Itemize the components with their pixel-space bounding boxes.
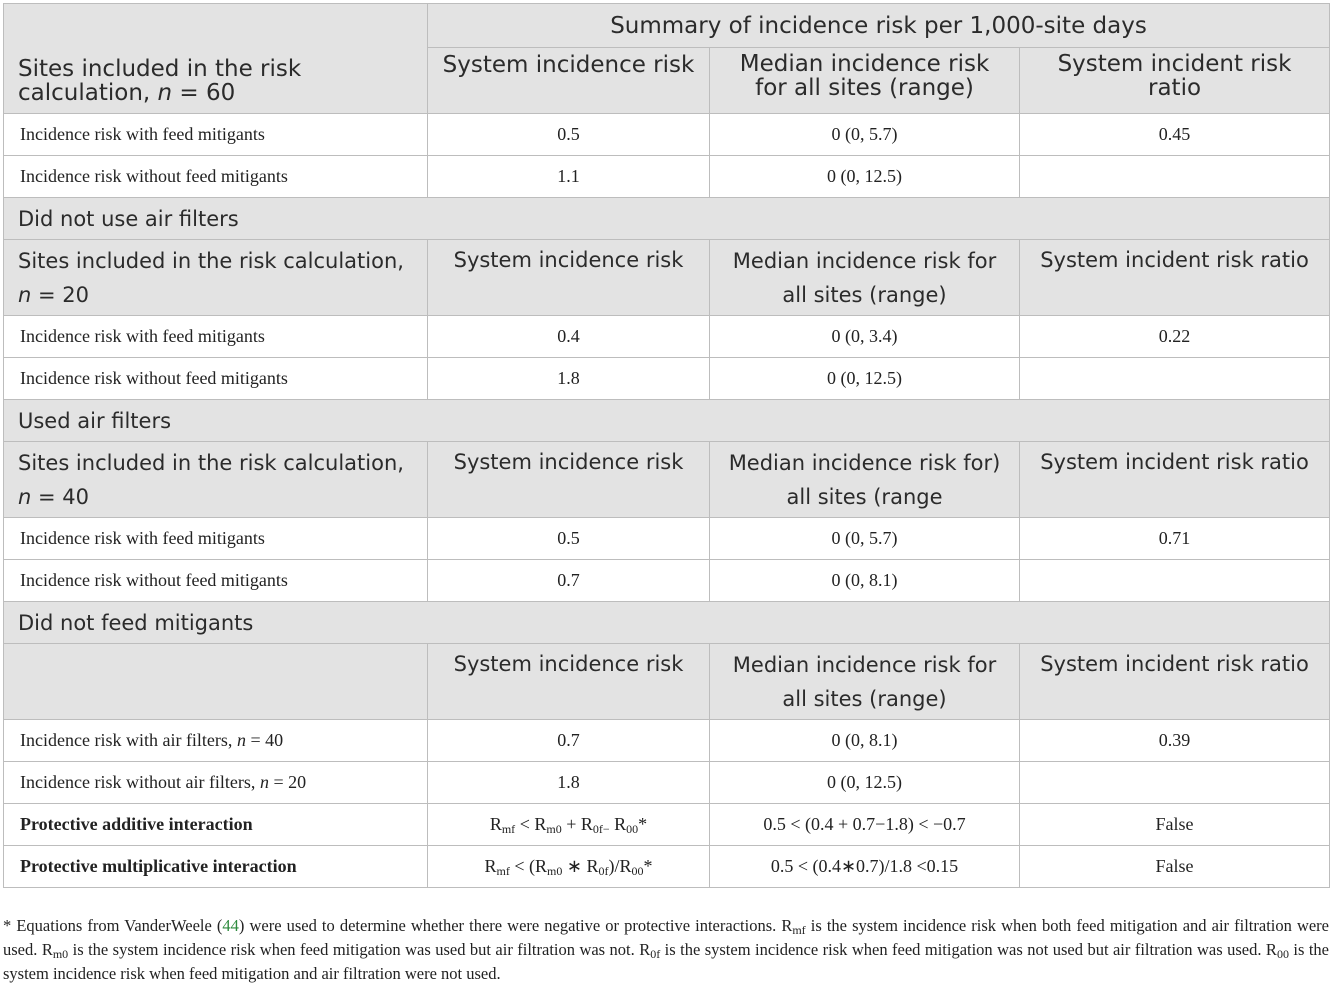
cell-risk-ratio (1020, 762, 1330, 804)
subheader-median-line1: Median incidence risk for (732, 652, 997, 677)
cell-additive-result: False (1020, 804, 1330, 846)
subheader-n: n (18, 484, 32, 509)
row-label: Incidence risk with feed mitigants (4, 114, 428, 156)
row-label-n: n (236, 730, 246, 750)
cell-median-risk: 0 (0, 8.1) (710, 720, 1020, 762)
cell-system-risk: 1.8 (428, 762, 710, 804)
f-sub: 0f− (592, 822, 610, 836)
f-r: R (580, 814, 593, 834)
table-row (4, 316, 1330, 358)
subheader-risk-ratio: System incident risk ratio (1020, 442, 1330, 518)
f-sub: 0f (598, 864, 609, 878)
f-r: R (614, 814, 627, 834)
subheader-median-line2: all sites (range) (782, 686, 947, 711)
table-row (4, 560, 1330, 602)
row-label-n-value: = 40 (245, 730, 284, 750)
cell-system-risk: 0.7 (428, 720, 710, 762)
subheader-median-line1: Median incidence risk for) (728, 450, 1001, 475)
footnote-text: is the system incidence risk when feed mitigation was used but air filtration was not. (68, 940, 640, 959)
cell-median-risk: 0 (0, 12.5) (710, 156, 1020, 198)
header-group-title: Summary of incidence risk per 1,000-site days (428, 4, 1330, 48)
row-label: Incidence risk without feed mitigants (4, 156, 428, 198)
row-label-n-value: = 20 (268, 772, 307, 792)
cell-multiplicative-formula (428, 846, 710, 888)
header-sites-text: Sites included in the risk calculation, (18, 56, 302, 106)
header-sites-included (4, 4, 428, 114)
cell-additive-formula (428, 804, 710, 846)
row-label: Incidence risk with feed mitigants (4, 316, 428, 358)
footnote-text: is the system incidence risk when feed mitigation and air filtration were not used. (3, 940, 1329, 983)
f-r: R (484, 856, 497, 876)
row-label-additive: Protective additive interaction (4, 804, 428, 846)
header-n-value: = 60 (172, 80, 236, 106)
cell-system-risk: 0.4 (428, 316, 710, 358)
subheader-median-line1: Median incidence risk for (732, 248, 997, 273)
subheader-system-risk: System incidence risk (428, 442, 710, 518)
f-op: * (643, 856, 653, 876)
header-row-top (4, 4, 1330, 48)
f-r: R (639, 940, 651, 959)
cell-risk-ratio: 0.22 (1020, 316, 1330, 358)
f-r: R (781, 916, 793, 935)
cell-system-risk: 0.5 (428, 518, 710, 560)
subheader-empty (4, 644, 428, 720)
subheader-sites-included (4, 240, 428, 316)
table-row (4, 156, 1330, 198)
section-row-no-air-filters (4, 198, 1330, 240)
subheader-median-risk (710, 442, 1020, 518)
f-op: + (561, 814, 581, 834)
subheader-median-risk (710, 240, 1020, 316)
cell-system-risk: 0.5 (428, 114, 710, 156)
subheader-n-value: = 40 (31, 484, 89, 509)
reference-link[interactable]: 44 (222, 916, 239, 935)
subheader-median-line2: all sites (range) (782, 282, 947, 307)
cell-median-risk: 0 (0, 12.5) (710, 358, 1020, 400)
cell-median-risk: 0 (0, 5.7) (710, 114, 1020, 156)
f-sub: m0 (546, 822, 562, 836)
f-sub: 00 (626, 822, 639, 836)
row-label: Incidence risk with feed mitigants (4, 518, 428, 560)
f-op: )/ (608, 856, 620, 876)
f-sub: m0 (52, 947, 69, 961)
row-label-n: n (259, 772, 269, 792)
f-r: R (535, 856, 548, 876)
row-label (4, 762, 428, 804)
section-title: Did not use air filters (4, 198, 1330, 240)
row-label (4, 720, 428, 762)
cell-median-risk: 0 (0, 5.7) (710, 518, 1020, 560)
header-system-incident-risk-ratio (1020, 48, 1330, 114)
section-row-no-feed-mitigants (4, 602, 1330, 644)
subheader-n-value: = 20 (31, 282, 89, 307)
footnote-text: ) were used to determine whether there were negative or protective interactions. (238, 916, 782, 935)
row-label-multiplicative: Protective multiplicative interaction (4, 846, 428, 888)
f-sub: mf (501, 822, 516, 836)
header-ratio-line2: ratio (1148, 75, 1202, 101)
cell-median-risk: 0 (0, 8.1) (710, 560, 1020, 602)
footnote-text: is the system incidence risk when feed mitigation was not used but air filtration was used. (660, 940, 1266, 959)
f-r: R (41, 940, 53, 959)
subheader-row (4, 442, 1330, 518)
subheader-sites-text: Sites included in the risk calculation, (18, 450, 404, 475)
f-sub: mf (792, 923, 806, 937)
header-median-line1: Median incidence risk (739, 51, 990, 77)
subheader-sites-included (4, 442, 428, 518)
cell-risk-ratio (1020, 156, 1330, 198)
incidence-risk-table (3, 3, 1330, 888)
subheader-median-line2: all sites (range (786, 484, 943, 509)
f-op: * (638, 814, 648, 834)
f-op: < ( (509, 856, 536, 876)
f-sub: m0 (547, 864, 563, 878)
table-row (4, 518, 1330, 560)
footnote-text: Equations from VanderWeele ( (16, 916, 223, 935)
row-label-text: Incidence risk without air filters, (20, 772, 260, 792)
f-r: R (489, 814, 502, 834)
section-title: Used air filters (4, 400, 1330, 442)
cell-system-risk: 1.8 (428, 358, 710, 400)
footnote-star: * (3, 916, 17, 935)
subheader-system-risk: System incidence risk (428, 644, 710, 720)
subheader-risk-ratio: System incident risk ratio (1020, 240, 1330, 316)
table-container (3, 3, 1329, 888)
table-row (4, 762, 1330, 804)
f-r: R (534, 814, 547, 834)
f-sub: mf (496, 864, 510, 878)
row-label: Incidence risk without feed mitigants (4, 560, 428, 602)
subheader-system-risk: System incidence risk (428, 240, 710, 316)
table-footnote (3, 914, 1329, 986)
cell-risk-ratio (1020, 560, 1330, 602)
subheader-median-risk (710, 644, 1020, 720)
section-title: Did not feed mitigants (4, 602, 1330, 644)
table-row-multiplicative (4, 846, 1330, 888)
cell-risk-ratio: 0.45 (1020, 114, 1330, 156)
f-r: R (619, 856, 632, 876)
subheader-row (4, 240, 1330, 316)
f-sub: 0f (650, 947, 661, 961)
cell-risk-ratio (1020, 358, 1330, 400)
row-label-text: Incidence risk with air filters, (20, 730, 237, 750)
cell-median-risk: 0 (0, 12.5) (710, 762, 1020, 804)
subheader-row (4, 644, 1330, 720)
f-op: < (515, 814, 535, 834)
cell-additive-calc: 0.5 < (0.4 + 0.7−1.8) < −0.7 (710, 804, 1020, 846)
cell-multiplicative-calc: 0.5 < (0.4∗0.7)/1.8 <0.15 (710, 846, 1020, 888)
subheader-n: n (18, 282, 32, 307)
f-r: R (1265, 940, 1277, 959)
cell-risk-ratio: 0.71 (1020, 518, 1330, 560)
header-n: n (157, 80, 173, 106)
cell-system-risk: 0.7 (428, 560, 710, 602)
section-row-air-filters (4, 400, 1330, 442)
cell-system-risk: 1.1 (428, 156, 710, 198)
header-median-line2: for all sites (range) (755, 75, 974, 101)
f-r: R (586, 856, 599, 876)
f-sub: 00 (631, 864, 644, 878)
subheader-risk-ratio: System incident risk ratio (1020, 644, 1330, 720)
table-row (4, 114, 1330, 156)
cell-multiplicative-result: False (1020, 846, 1330, 888)
row-label: Incidence risk without feed mitigants (4, 358, 428, 400)
cell-median-risk: 0 (0, 3.4) (710, 316, 1020, 358)
header-system-incidence-risk: System incidence risk (428, 48, 710, 114)
table-row (4, 720, 1330, 762)
f-sub: 00 (1276, 947, 1289, 961)
f-op: ∗ (562, 856, 587, 876)
table-row (4, 358, 1330, 400)
table-row-additive (4, 804, 1330, 846)
subheader-sites-text: Sites included in the risk calculation, (18, 248, 404, 273)
footnote-text: is the system incidence risk when both feed mitigation and air filtration were used. (3, 916, 1329, 959)
header-median-incidence-risk (710, 48, 1020, 114)
cell-risk-ratio: 0.39 (1020, 720, 1330, 762)
header-ratio-line1: System incident risk (1057, 51, 1292, 77)
